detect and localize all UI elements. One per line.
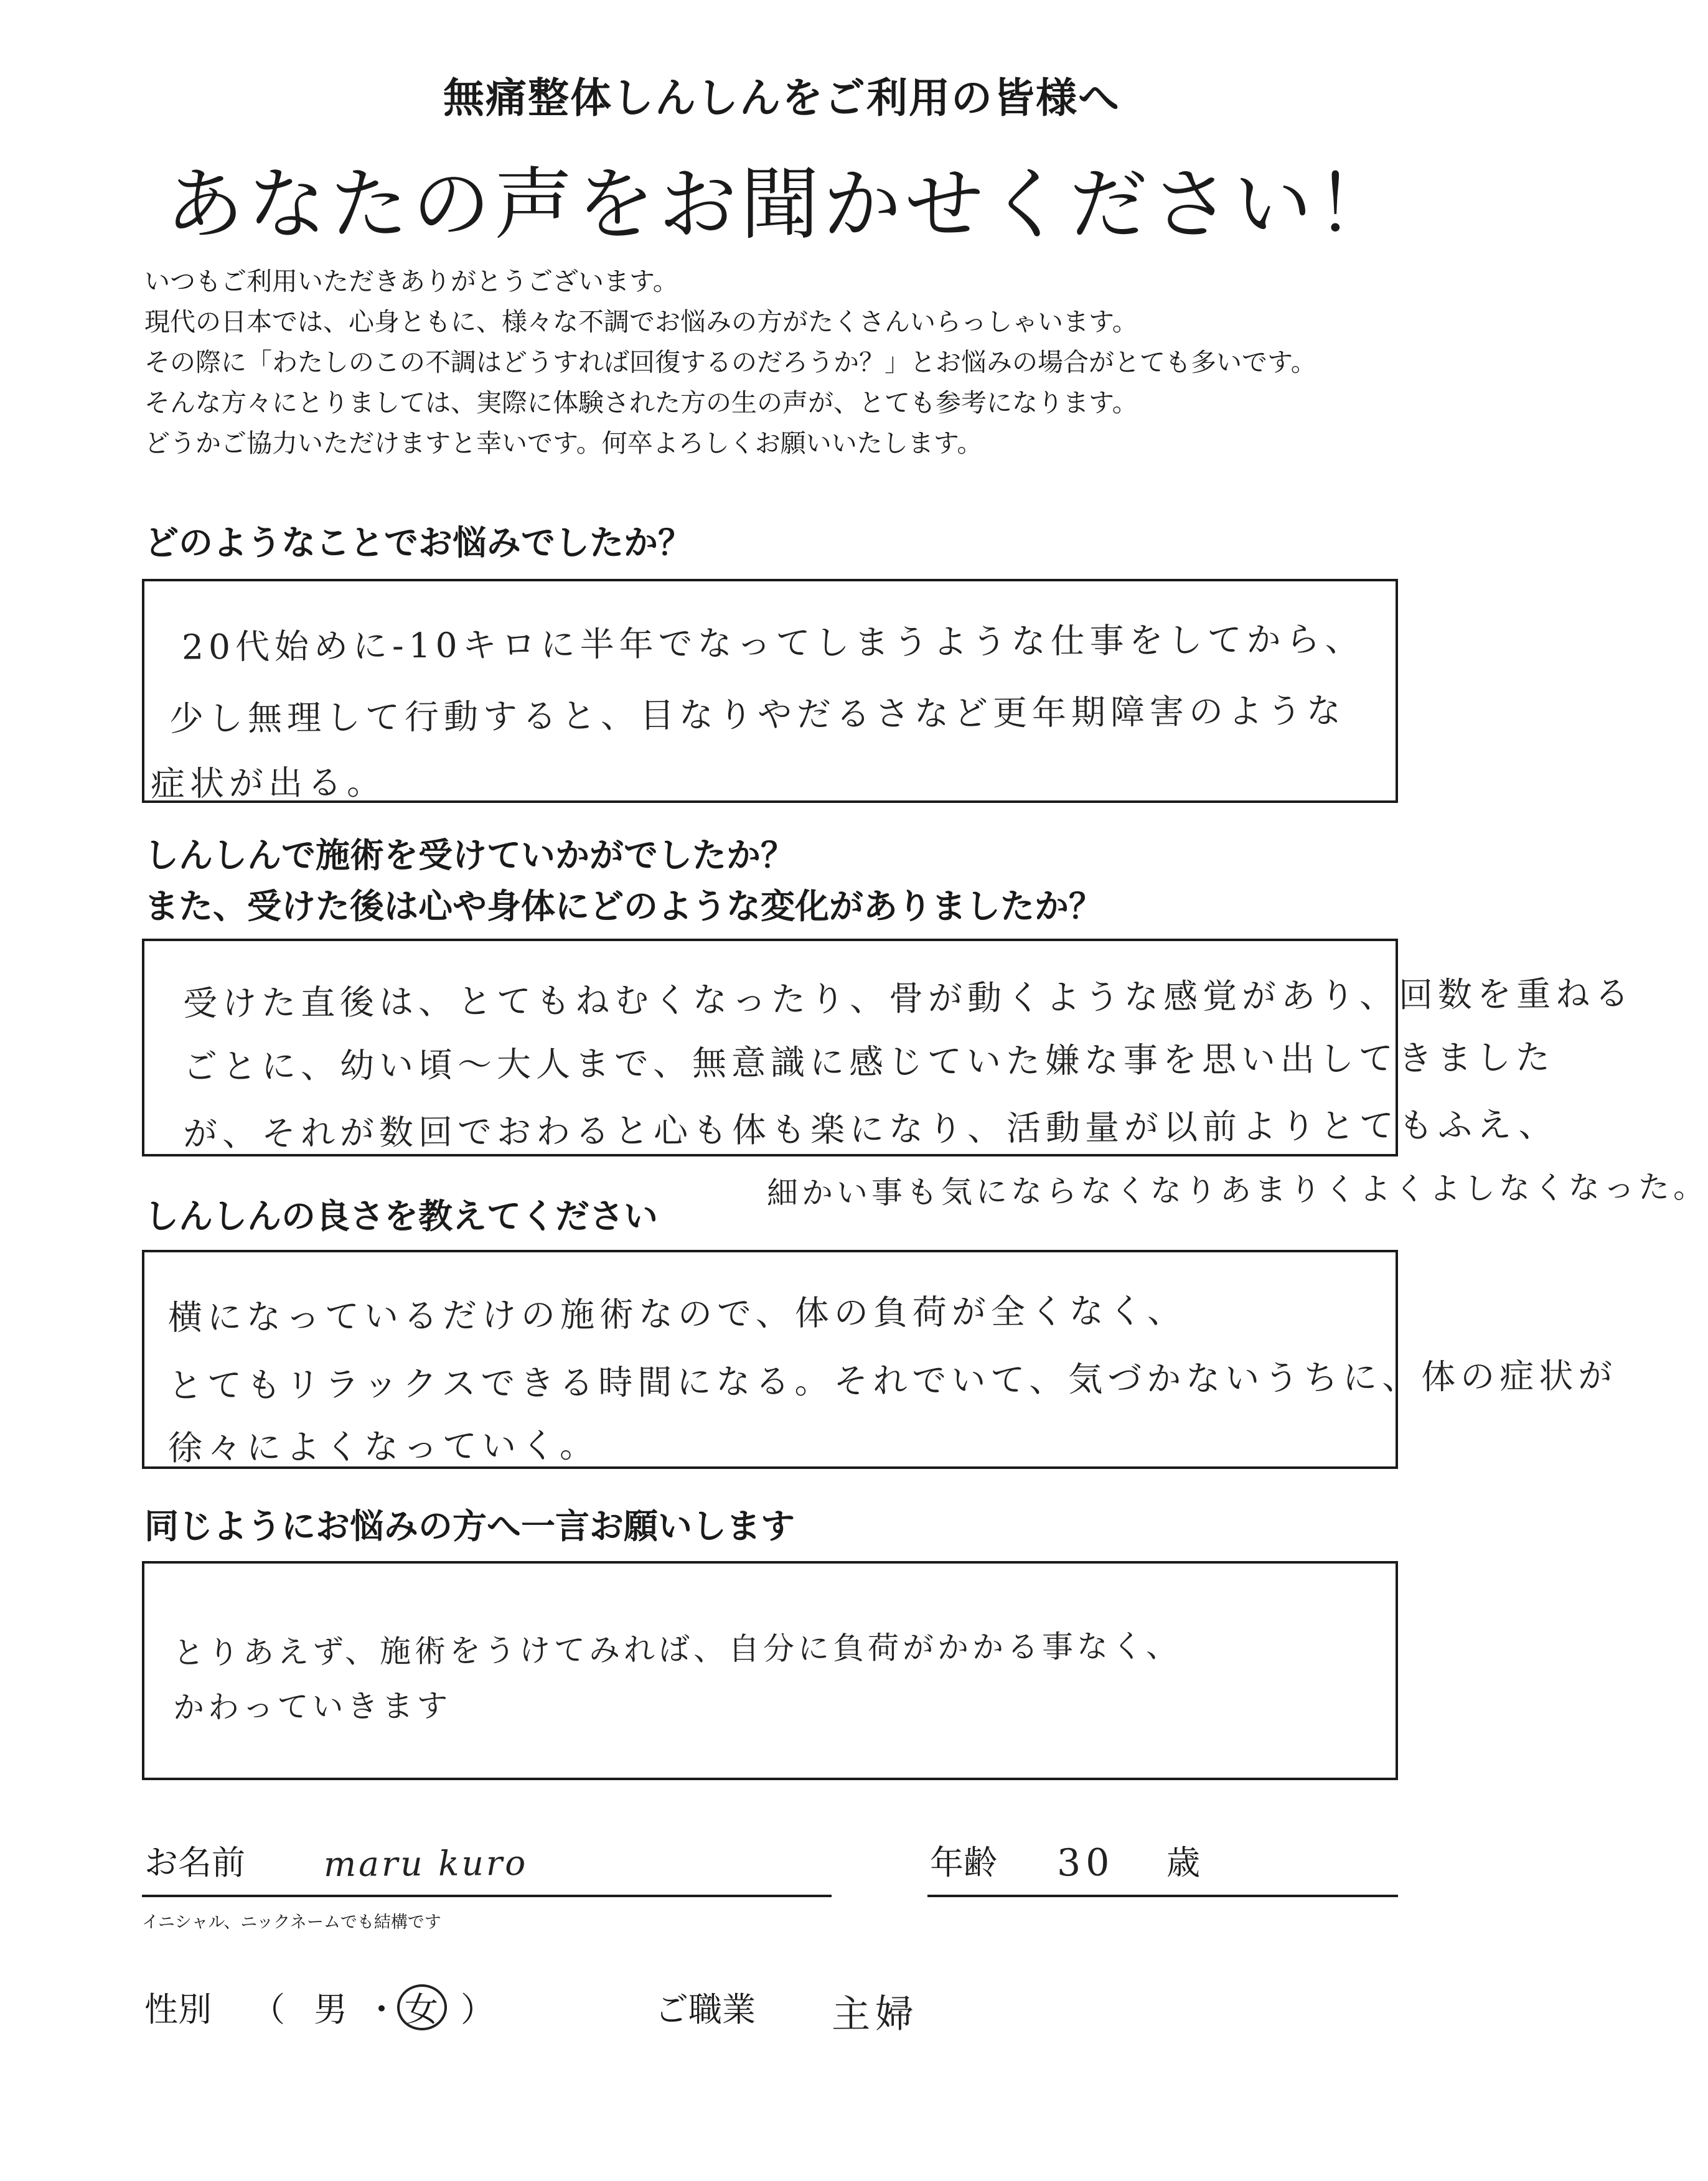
answer-4-line: かわっていきます <box>172 1687 452 1726</box>
name-value[interactable]: maru kuro <box>323 1842 528 1885</box>
gender-option-female[interactable]: 女 <box>405 1990 438 2029</box>
intro-line: 現代の日本では、心身ともに、様々な不調でお悩みの方がたくさんいらっしゃいます。 <box>144 307 1138 337</box>
answer-3-line: とてもリラックスできる時間になる。それでいて、気づかないうちに、体の症状が <box>167 1355 1618 1406</box>
question-4: 同じようにお悩みの方へ一言お願いします <box>144 1506 795 1546</box>
age-value[interactable]: 30 <box>1056 1841 1115 1885</box>
occupation-value[interactable]: 主婦 <box>831 1991 919 2037</box>
intro-line: いつもご利用いただきありがとうございます。 <box>144 266 678 296</box>
name-note: イニシャル、ニックネームでも結構です <box>142 1913 441 1932</box>
name-label: お名前 <box>144 1843 245 1882</box>
answer-1-line: 少し無理して行動すると、目なりやだるさなど更年期障害のような <box>169 690 1346 739</box>
age-underline <box>927 1895 1398 1897</box>
intro-line: そんな方々にとりましては、実際に体験された方の生の声が、とても参考になります。 <box>144 388 1138 418</box>
gender-close-paren: ） <box>461 1990 494 2029</box>
page-subtitle: 無痛整体しんしんをご利用の皆様へ <box>443 74 1120 122</box>
age-unit: 歳 <box>1166 1843 1200 1882</box>
intro-line: どうかご協力いただけますと幸いです。何卒よろしくお願いいたします。 <box>144 428 983 458</box>
answer-2-line: ごとに、幼い頃～大人まで、無意識に感じていた嫌な事を思い出してきました <box>182 1037 1556 1087</box>
answer-1-line: 症状が出る。 <box>150 762 387 804</box>
gender-label: 性別 <box>144 1990 212 2029</box>
answer-box-3[interactable] <box>142 1250 1618 1469</box>
answer-2-line: が、それが数回でおわると心も体も楽になり、活動量が以前よりとてもふえ、 <box>182 1104 1558 1154</box>
answer-4-line: とりあえず、施術をうけてみれば、自分に負荷がかかる事なく、 <box>172 1628 1181 1671</box>
question-2-line-2: また、受けた後は心や身体にどのような変化がありましたか？ <box>144 886 1104 926</box>
answer-box-4[interactable] <box>142 1561 1398 1780</box>
intro-line: その際に「わたしのこの不調はどうすれば回復するのだろうか？」とお悩みの場合がとても多いです。 <box>144 347 1316 377</box>
answer-3-line: 徐々によくなっていく。 <box>167 1425 599 1468</box>
age-label: 年齢 <box>930 1843 997 1882</box>
question-3: しんしんの良さを教えてください <box>144 1196 659 1236</box>
gender-selected-circle <box>397 1984 447 2030</box>
answer-2-line: 受けた直後は、とてもねむくなったり、骨が動くような感覚があり、回数を重ねる <box>182 973 1635 1024</box>
question-1: どのようなことでお悩みでしたか？ <box>144 523 693 563</box>
name-underline <box>142 1895 832 1897</box>
gender-option-male[interactable]: 男 <box>314 1990 347 2029</box>
gender-separator: ・ <box>365 1990 398 2029</box>
gender-open-paren: （ <box>251 1990 285 2029</box>
answer-2-overflow-line: 細かい事も気にならなくなりあまりくよくよしなくなった。 <box>766 1168 1708 1212</box>
answer-box-1[interactable] <box>142 579 1398 803</box>
answer-1-line: 20代始めに-10キロに半年でなってしまうような仕事をしてから、 <box>181 619 1364 667</box>
occupation-label: ご職業 <box>655 1990 756 2029</box>
answer-3-line: 横になっているだけの施術なので、体の負荷が全くなく、 <box>167 1290 1187 1338</box>
question-2-line-1: しんしんで施術を受けていかがでしたか？ <box>144 835 795 875</box>
page-title: あなたの声をお聞かせください！ <box>166 159 1398 250</box>
intro-text <box>144 261 1452 464</box>
answer-box-2[interactable] <box>142 939 1635 1156</box>
